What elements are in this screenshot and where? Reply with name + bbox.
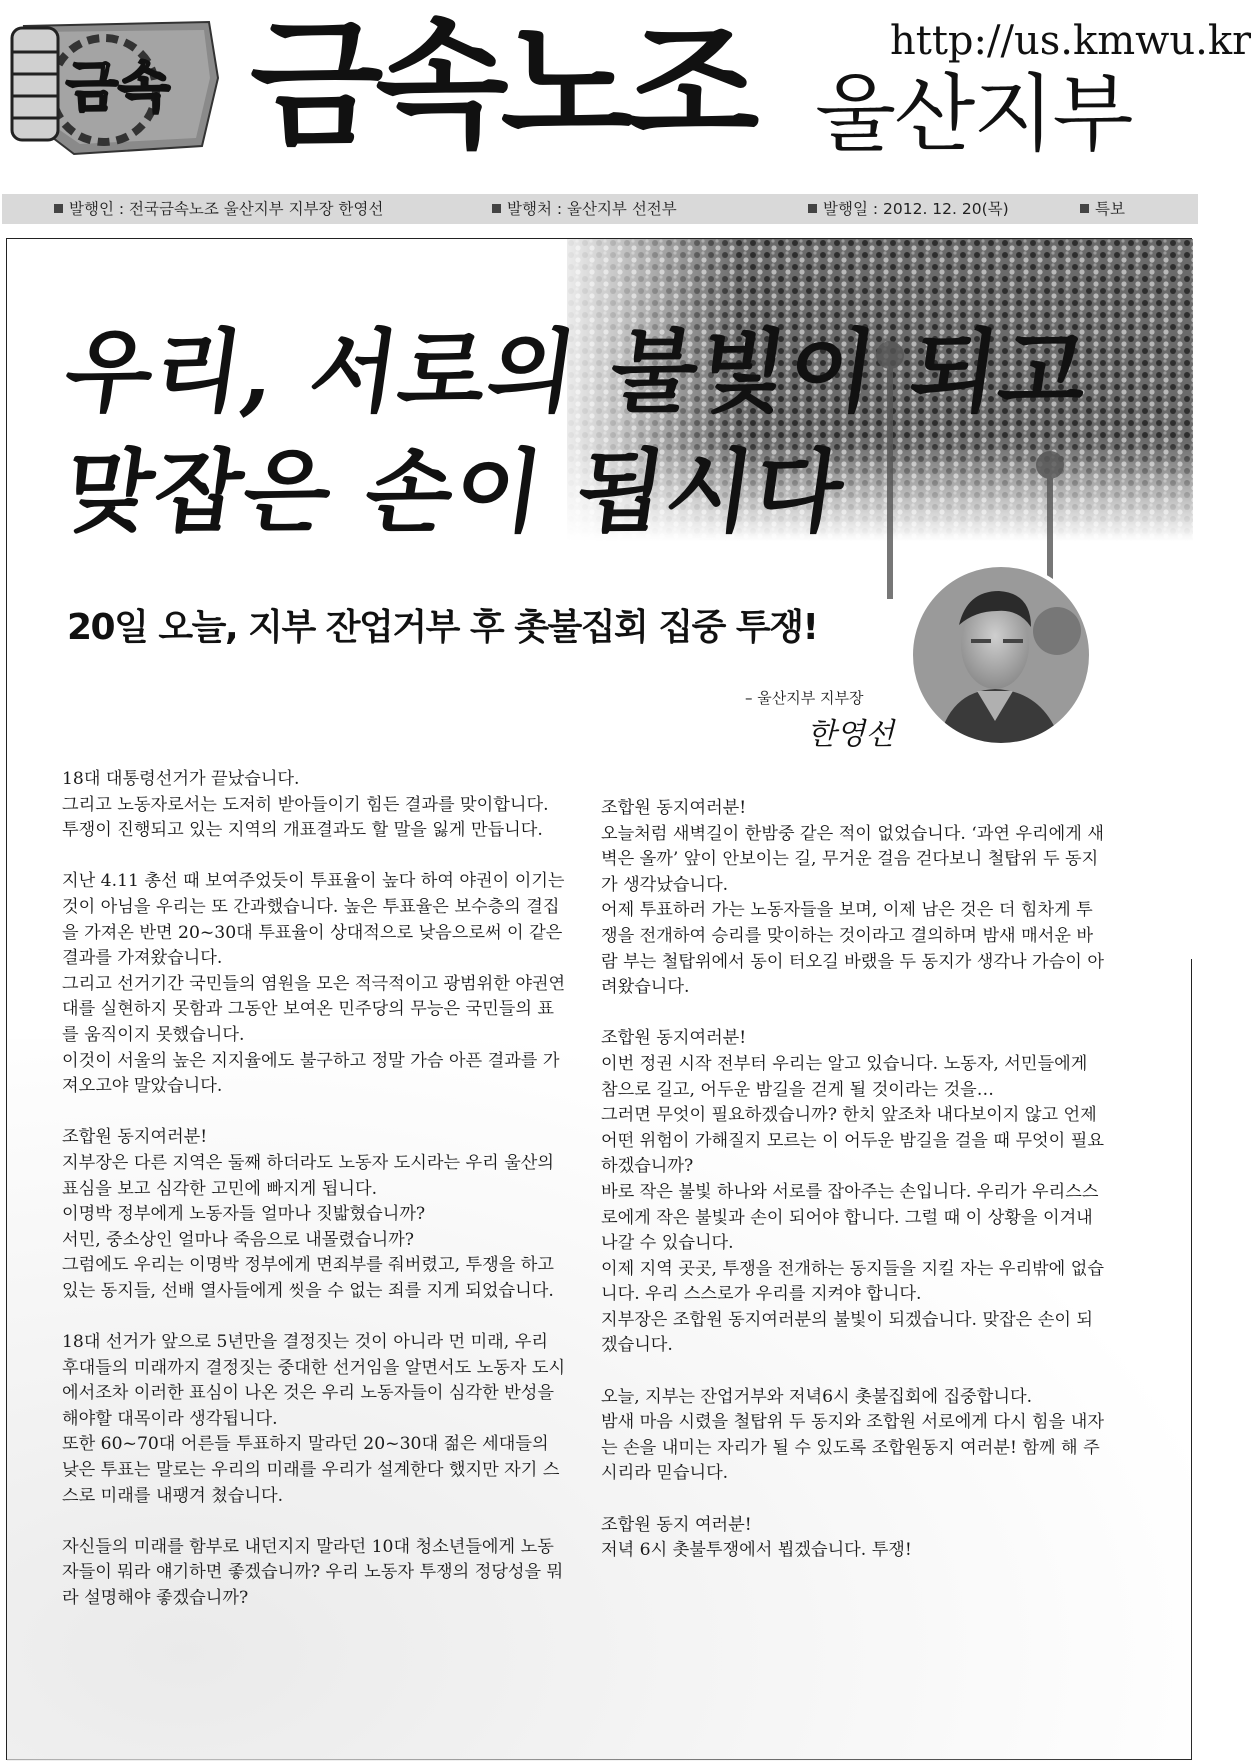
- masthead-branch: 울산지부: [815, 65, 1132, 163]
- union-fist-gear-logo: [4, 8, 224, 158]
- paragraph: 지난 4.11 총선 때 보여주었듯이 투표율이 높다 하여 야권이 이기는 것이 아님을 우리는 또 간과했습니다. 높은 투표율은 보수층의 결집을 가져온 반면 20~30대 투표율이 상대적으로 낮음으로써 이 같은 결과를 가져왔습니다. 그리고 선거기간 국민들의 염원을 모은 적극적이고 광범위한 야권연대를 실현하지 못함과 그동안 보여온 민주당의 무능은 국민들의 표를 움직이지 못했습니다. 이것이 서울의 높은 지지율에도 불구하고 정말 가슴 아픈 결과를 가져오고야 말았습니다.: [62, 871, 566, 1097]
- article-column-right: [601, 796, 1106, 1589]
- square-bullet-icon: [54, 204, 63, 213]
- masthead: [0, 0, 1251, 190]
- article-column-left: [62, 767, 567, 1637]
- byline-role: – 울산지부 지부장: [745, 689, 864, 707]
- square-bullet-icon: [808, 204, 817, 213]
- paragraph: 조합원 동지 여러분! 저녁 6시 촛불투쟁에서 뵙겠습니다. 투쟁!: [601, 1514, 912, 1561]
- paragraph: 조합원 동지여러분! 오늘처럼 새벽길이 한밤중 같은 적이 없었습니다. ‘과연 우리에게 새벽은 올까’ 앞이 안보이는 길, 무거운 걸음 걷다보니 철탑위 두 동지가 생각났습니다. 어제 투표하러 가는 노동자들을 보며, 이제 남은 것은 더 힘차게 투쟁을 전개하여 승리를 맞이하는 것이라고 결의하며 밤새 매서운 바람 부는 철탑위에서 동이 터오길 바랬을 두 동지가 생각나 가슴이 아려왔습니다.: [601, 798, 1104, 998]
- square-bullet-icon: [492, 204, 501, 213]
- byline-signature: 한영선: [807, 717, 894, 752]
- paragraph: 18대 선거가 앞으로 5년만을 결정짓는 것이 아니라 먼 미래, 우리 후대들의 미래까지 결정짓는 중대한 선거임을 알면서도 노동자 도시에서조차 이러한 표심이 나온 것은 우리 노동자들이 심각한 반성을 해야할 대목이라 생각됩니다. 또한 60~70대 어른들 투표하지 말라던 20~30대 젊은 세대들의 낮은 투표는 말로는 우리의 미래를 우리가 설계한다 했지만 자기 스스로 미래를 내팽겨 쳤습니다.: [62, 1332, 566, 1506]
- headline-line-2: 맞잡은 손이 됩시다: [58, 439, 852, 545]
- branch-chief-portrait: [907, 561, 1095, 749]
- edition-info: 특보: [1080, 194, 1125, 224]
- date-info: 발행일 : 2012. 12. 20(목): [808, 194, 1009, 224]
- issuer-info: 발행처 : 울산지부 선전부: [492, 194, 677, 224]
- paragraph: 오늘, 지부는 잔업거부와 저녁6시 촛불집회에 집중합니다. 밤새 마음 시렸을 철탑위 두 동지와 조합원 서로에게 다시 힘을 내자는 손을 내미는 자리가 될 수 있도록 조합원동지 여러분! 함께 해 주시리라 믿습니다.: [601, 1386, 1104, 1484]
- subheadline: 20일 오늘, 지부 잔업거부 후 촛불집회 집중 투쟁!: [67, 607, 818, 648]
- square-bullet-icon: [1080, 204, 1089, 213]
- article-frame: [6, 238, 1192, 1760]
- publisher-info: 발행인 : 전국금속노조 울산지부 지부장 한영선: [54, 194, 383, 224]
- paragraph: 조합원 동지여러분! 이번 정권 시작 전부터 우리는 알고 있습니다. 노동자, 서민들에게 참으로 길고, 어두운 밤길을 걷게 될 것이라는 것을… 그러면 무엇이 필요하겠습니까? 한치 앞조차 내다보이지 않고 언제 어떤 위험이 가해질지 모르는 이 어두운 밤길을 걸을 때 무엇이 필요하겠습니까? 바로 작은 불빛 하나와 서로를 잡아주는 손입니다. 우리가 우리스스로에게 작은 불빛과 손이 되어야 합니다. 그럴 때 이 상황을 이겨내 나갈 수 있습니다. 이제 지역 곳곳, 투쟁을 전개하는 동지들을 지킬 자는 우리밖에 없습니다. 우리 스스로가 우리를 지켜야 합니다. 지부장은 조합원 동지여러분의 불빛이 되겠습니다. 맞잡은 손이 되겠습니다.: [601, 1028, 1104, 1356]
- paragraph: 18대 대통령선거가 끝났습니다. 그리고 노동자로서는 도저히 받아들이기 힘든 결과를 맞이합니다. 투쟁이 진행되고 있는 지역의 개표결과도 할 말을 잃게 만듭니다.: [62, 769, 549, 841]
- logo-text: 금속: [65, 56, 171, 119]
- publication-info-bar: [2, 194, 1198, 224]
- headline-line-1: 우리, 서로의 불빛이 되고: [58, 319, 1097, 425]
- masthead-url[interactable]: http://us.kmwu.kr: [890, 18, 1251, 64]
- paragraph: 조합원 동지여러분! 지부장은 다른 지역은 둘째 하더라도 노동자 도시라는 우리 울산의 표심을 보고 심각한 고민에 빠지게 됩니다. 이명박 정부에게 노동자들 얼마나 짓밟혔습니까? 서민, 중소상인 얼마나 죽음으로 내몰렸습니까? 그럼에도 우리는 이명박 정부에게 면죄부를 줘버렸고, 투쟁을 하고 있는 동지들, 선배 열사들에게 씻을 수 없는 죄를 지게 되었습니다.: [62, 1127, 554, 1301]
- masthead-title: 금속노조: [250, 5, 752, 166]
- paragraph: 자신들의 미래를 함부로 내던지지 말라던 10대 청소년들에게 노동자들이 뭐라 얘기하면 좋겠습니까? 우리 노동자 투쟁의 정당성을 뭐라 설명해야 좋겠습니까?: [62, 1536, 564, 1608]
